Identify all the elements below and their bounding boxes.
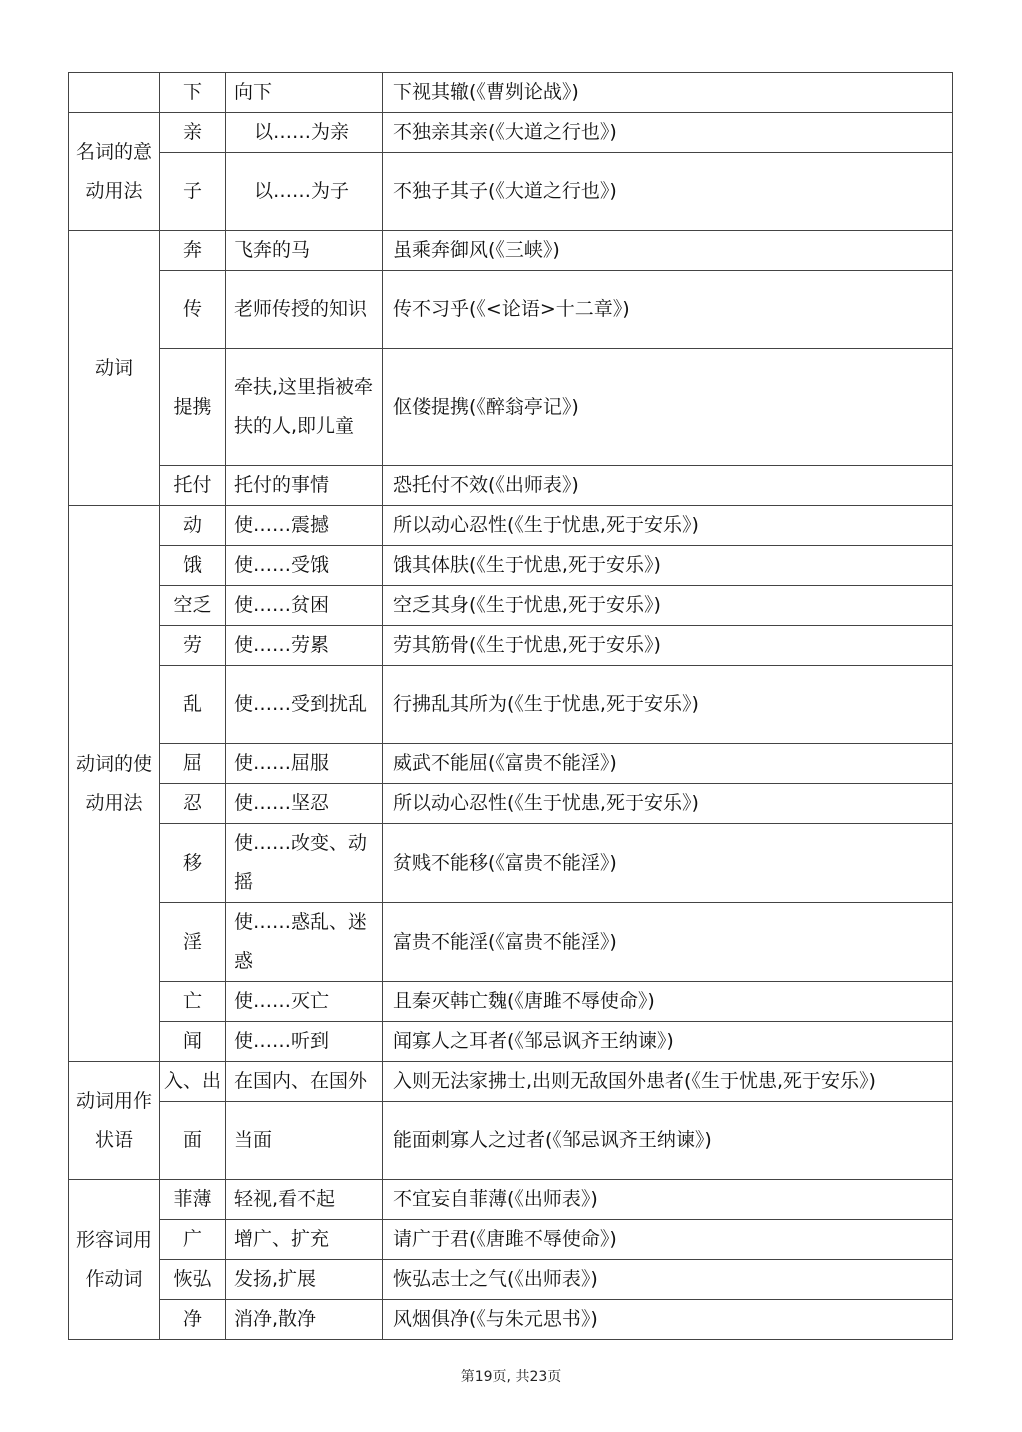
- word-cell: 乱: [160, 666, 226, 744]
- word-cell: 淫: [160, 903, 226, 982]
- table-row: [69, 744, 953, 784]
- meaning-cell: 使……震撼: [226, 506, 383, 546]
- meaning-cell: 发扬,扩展: [226, 1260, 383, 1300]
- word-cell: 闻: [160, 1022, 226, 1062]
- page-number: 第19页, 共23页: [460, 1369, 562, 1385]
- meaning-cell: 使……劳累: [226, 626, 383, 666]
- table-row: [69, 349, 953, 466]
- meaning-cell: 向下: [226, 73, 383, 113]
- table-row: [69, 982, 953, 1022]
- meaning-cell: 使……惑乱、迷惑: [226, 903, 383, 982]
- category-cell: 动词的使动用法: [69, 506, 160, 1062]
- example-cell: 所以动心忍性(《生于忧患,死于安乐》): [383, 784, 953, 824]
- table-row: [69, 231, 953, 271]
- example-cell: 不独亲其亲(《大道之行也》): [383, 113, 953, 153]
- table-row: [69, 466, 953, 506]
- word-cell: 净: [160, 1300, 226, 1340]
- example-cell: 恐托付不效(《出师表》): [383, 466, 953, 506]
- word-cell: 菲薄: [160, 1180, 226, 1220]
- table-row: [69, 1180, 953, 1220]
- example-cell: 饿其体肤(《生于忧患,死于安乐》): [383, 546, 953, 586]
- category-cell: 动词: [69, 231, 160, 506]
- table-row: [69, 586, 953, 626]
- example-cell: 虽乘奔御风(《三峡》): [383, 231, 953, 271]
- example-cell: 威武不能屈(《富贵不能淫》): [383, 744, 953, 784]
- meaning-cell: 以……为亲: [226, 113, 383, 153]
- word-cell: 移: [160, 824, 226, 903]
- word-cell: 恢弘: [160, 1260, 226, 1300]
- meaning-cell: 使……改变、动摇: [226, 824, 383, 903]
- meaning-cell: 使……听到: [226, 1022, 383, 1062]
- usage-table: [68, 72, 953, 1340]
- meaning-cell: 使……坚忍: [226, 784, 383, 824]
- example-cell: 能面刺寡人之过者(《邹忌讽齐王纳谏》): [383, 1102, 953, 1180]
- word-cell: 下: [160, 73, 226, 113]
- table-row: [69, 903, 953, 982]
- example-cell: 富贵不能淫(《富贵不能淫》): [383, 903, 953, 982]
- table-row: [69, 153, 953, 231]
- meaning-cell: 在国内、在国外: [226, 1062, 383, 1102]
- example-cell: 劳其筋骨(《生于忧患,死于安乐》): [383, 626, 953, 666]
- word-cell: 奔: [160, 231, 226, 271]
- table-row: [69, 73, 953, 113]
- table-row: [69, 1102, 953, 1180]
- example-cell: 所以动心忍性(《生于忧患,死于安乐》): [383, 506, 953, 546]
- meaning-cell: 使……受饿: [226, 546, 383, 586]
- word-cell: 提携: [160, 349, 226, 466]
- meaning-cell: 消净,散净: [226, 1300, 383, 1340]
- word-cell: 忍: [160, 784, 226, 824]
- table-row: [69, 666, 953, 744]
- example-cell: 贫贱不能移(《富贵不能淫》): [383, 824, 953, 903]
- category-cell: 名词的意动用法: [69, 113, 160, 231]
- table-row: [69, 626, 953, 666]
- word-cell: 亲: [160, 113, 226, 153]
- meaning-cell: 使……灭亡: [226, 982, 383, 1022]
- table-row: [69, 824, 953, 903]
- meaning-cell: 老师传授的知识: [226, 271, 383, 349]
- example-cell: 不独子其子(《大道之行也》): [383, 153, 953, 231]
- example-cell: 风烟俱净(《与朱元思书》): [383, 1300, 953, 1340]
- word-cell: 屈: [160, 744, 226, 784]
- table-row: [69, 271, 953, 349]
- word-cell: 传: [160, 271, 226, 349]
- table-row: [69, 1300, 953, 1340]
- table-row: [69, 113, 953, 153]
- example-cell: 闻寡人之耳者(《邹忌讽齐王纳谏》): [383, 1022, 953, 1062]
- table-row: [69, 506, 953, 546]
- word-cell: 空乏: [160, 586, 226, 626]
- table-row: [69, 784, 953, 824]
- table-row: [69, 1022, 953, 1062]
- table-row: [69, 1260, 953, 1300]
- example-cell: 传不习乎(《<论语>十二章》): [383, 271, 953, 349]
- example-cell: 不宜妄自菲薄(《出师表》): [383, 1180, 953, 1220]
- category-cell: [69, 73, 160, 113]
- meaning-cell: 以……为子: [226, 153, 383, 231]
- word-cell: 饿: [160, 546, 226, 586]
- meaning-cell: 使……受到扰乱: [226, 666, 383, 744]
- meaning-cell: 飞奔的马: [226, 231, 383, 271]
- word-cell: 劳: [160, 626, 226, 666]
- example-cell: 伛偻提携(《醉翁亭记》): [383, 349, 953, 466]
- example-cell: 入则无法家拂士,出则无敌国外患者(《生于忧患,死于安乐》): [383, 1062, 953, 1102]
- meaning-cell: 增广、扩充: [226, 1220, 383, 1260]
- example-cell: 且秦灭韩亡魏(《唐雎不辱使命》): [383, 982, 953, 1022]
- meaning-cell: 使……贫困: [226, 586, 383, 626]
- meaning-cell: 托付的事情: [226, 466, 383, 506]
- word-cell: 面: [160, 1102, 226, 1180]
- table-row: [69, 546, 953, 586]
- example-cell: 请广于君(《唐雎不辱使命》): [383, 1220, 953, 1260]
- meaning-cell: 牵扶,这里指被牵扶的人,即儿童: [226, 349, 383, 466]
- word-cell: 动: [160, 506, 226, 546]
- meaning-cell: 当面: [226, 1102, 383, 1180]
- example-cell: 下视其辙(《曹刿论战》): [383, 73, 953, 113]
- table-row: [69, 1062, 953, 1102]
- word-cell: 广: [160, 1220, 226, 1260]
- example-cell: 恢弘志士之气(《出师表》): [383, 1260, 953, 1300]
- word-cell: 亡: [160, 982, 226, 1022]
- meaning-cell: 使……屈服: [226, 744, 383, 784]
- word-cell: 子: [160, 153, 226, 231]
- table-row: [69, 1220, 953, 1260]
- word-cell: 托付: [160, 466, 226, 506]
- category-cell: 动词用作状语: [69, 1062, 160, 1180]
- meaning-cell: 轻视,看不起: [226, 1180, 383, 1220]
- category-cell: 形容词用作动词: [69, 1180, 160, 1340]
- word-cell: 入、出: [160, 1062, 226, 1102]
- example-cell: 行拂乱其所为(《生于忧患,死于安乐》): [383, 666, 953, 744]
- example-cell: 空乏其身(《生于忧患,死于安乐》): [383, 586, 953, 626]
